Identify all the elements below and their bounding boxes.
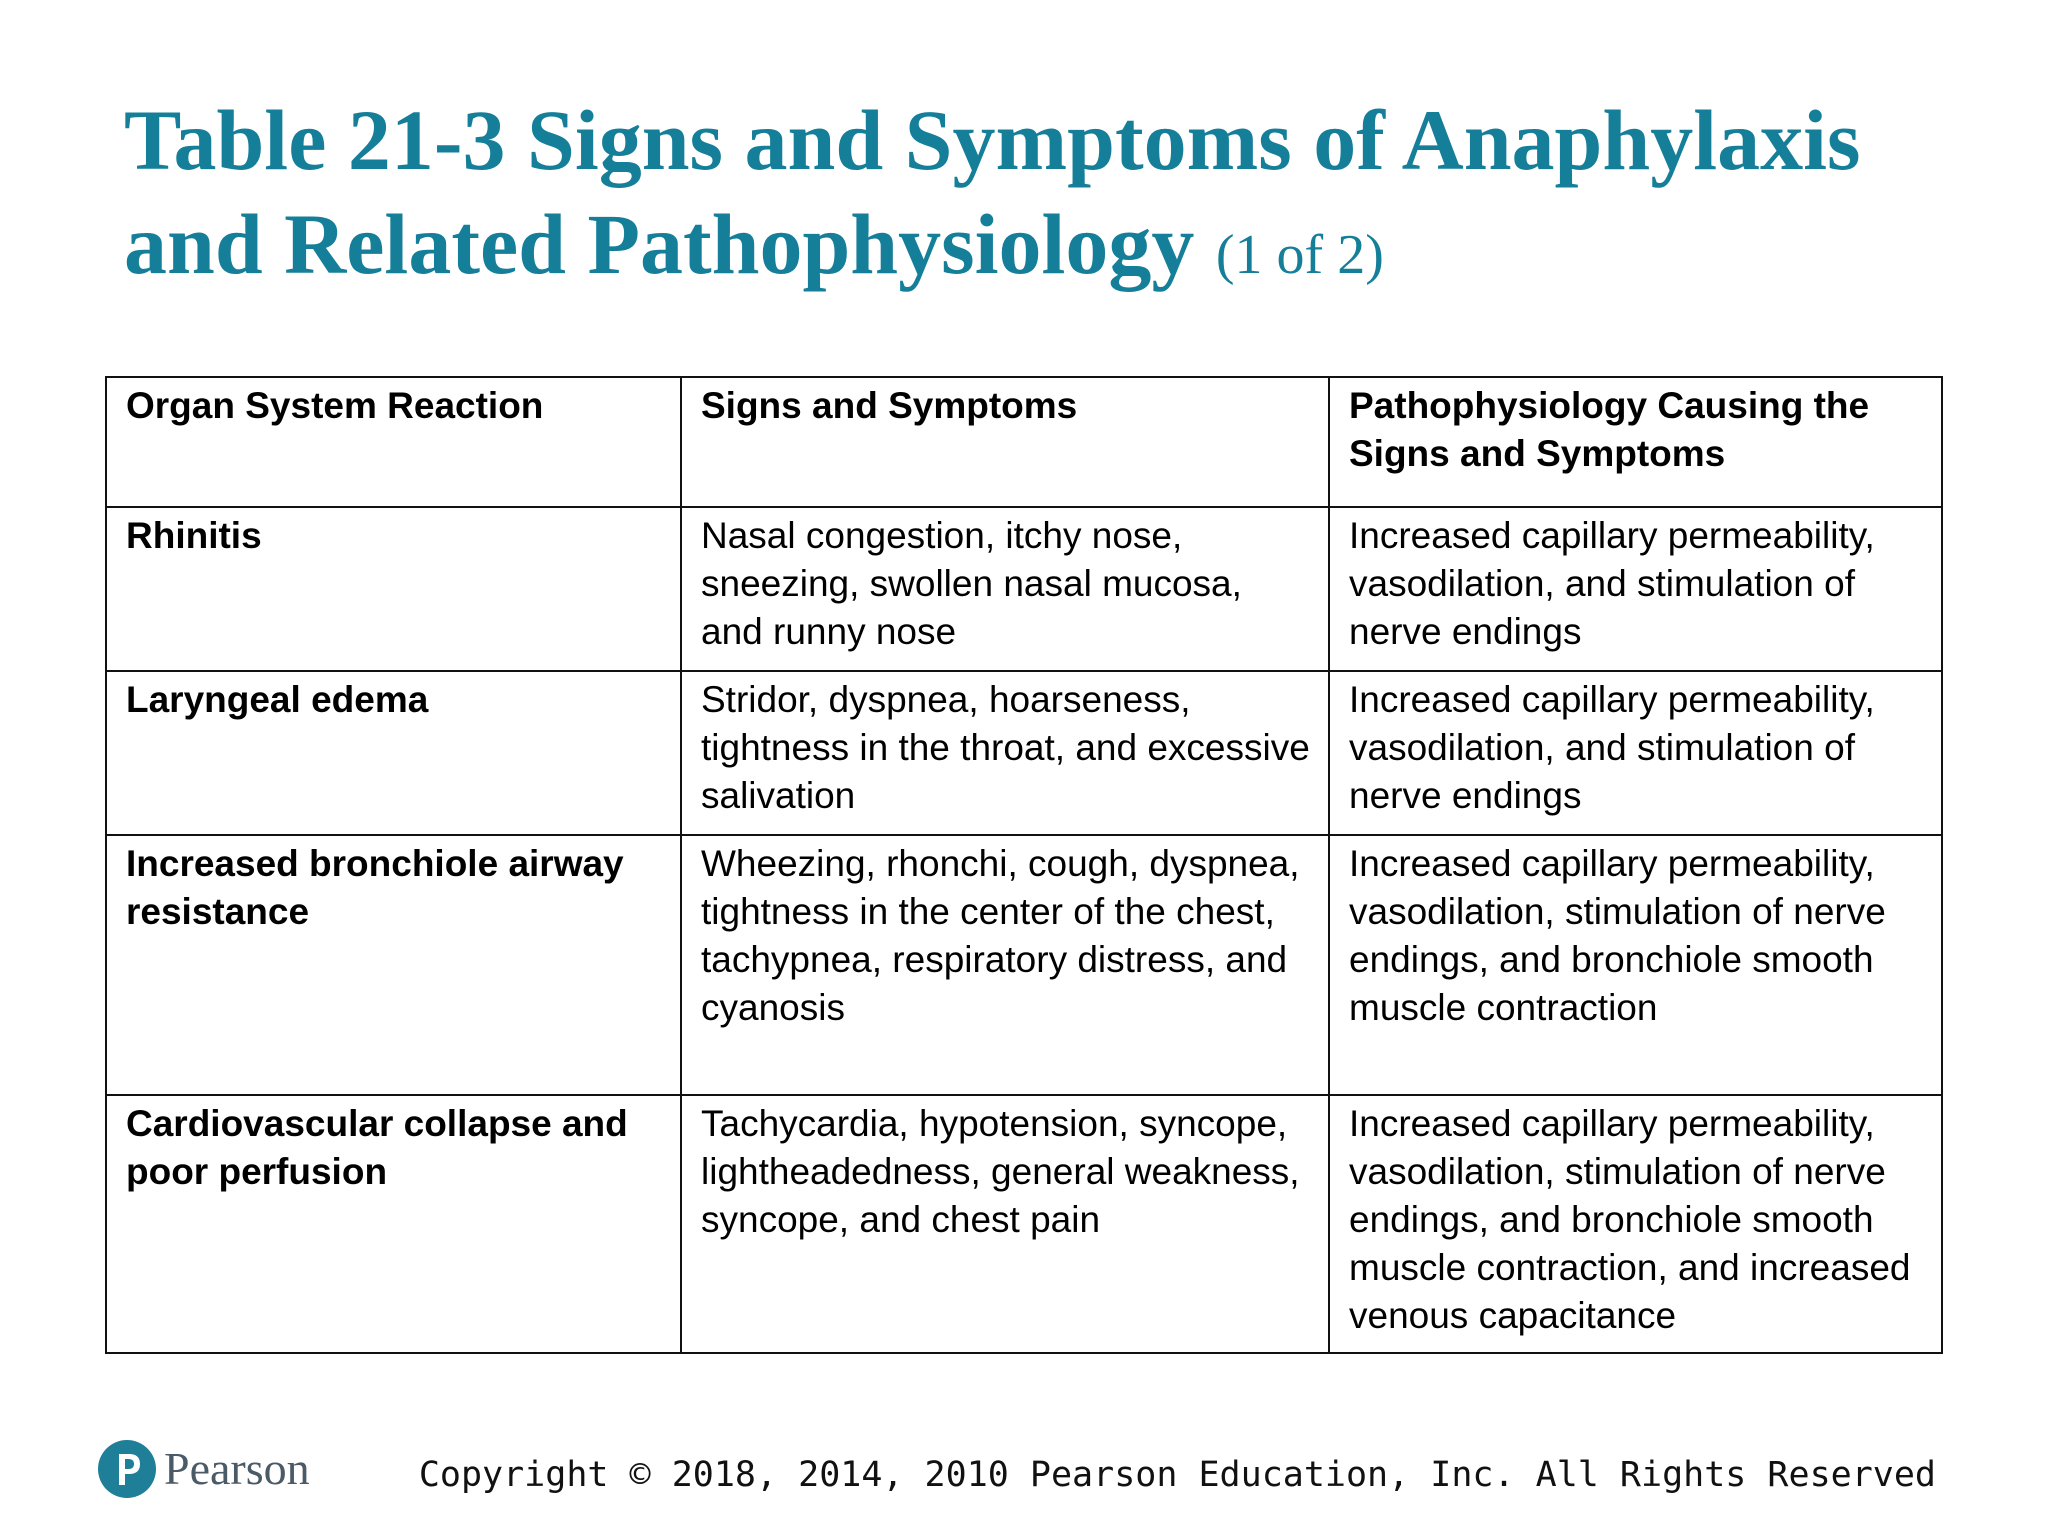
pathophysiology-cell: Increased capillary permeability, vasodilation, stimulation of nerve endings, and bronchiole smooth muscle contraction, and increased venous capacitance <box>1329 1095 1942 1353</box>
copyright-notice: Copyright © 2018, 2014, 2010 Pearson Education, Inc. All Rights Reserved <box>418 1455 1936 1495</box>
pearson-logo <box>98 1440 310 1498</box>
table-row <box>106 507 1942 671</box>
reaction-cell: Rhinitis <box>106 507 681 671</box>
pathophysiology-cell: Increased capillary permeability, vasodilation, and stimulation of nerve endings <box>1329 671 1942 835</box>
reaction-cell: Increased bronchiole airway resistance <box>106 835 681 1095</box>
table-row <box>106 835 1942 1095</box>
signs-cell: Tachycardia, hypotension, syncope, lightheadedness, general weakness, syncope, and chest pain <box>681 1095 1329 1353</box>
table-header-row <box>106 377 1942 507</box>
title-part-indicator: (1 of 2) <box>1215 224 1384 286</box>
page-title <box>124 88 1964 307</box>
reaction-cell: Laryngeal edema <box>106 671 681 835</box>
anaphylaxis-table <box>105 376 1943 1354</box>
header-signs-and-symptoms: Signs and Symptoms <box>681 377 1329 507</box>
signs-cell: Stridor, dyspnea, hoarseness, tightness in the throat, and excessive salivation <box>681 671 1329 835</box>
pathophysiology-cell: Increased capillary permeability, vasodilation, stimulation of nerve endings, and bronchiole smooth muscle contraction <box>1329 835 1942 1095</box>
title-line-2: and Related Pathophysiology <box>124 196 1195 292</box>
signs-cell: Wheezing, rhonchi, cough, dyspnea, tightness in the center of the chest, tachypnea, respiratory distress, and cyanosis <box>681 835 1329 1095</box>
header-pathophysiology: Pathophysiology Causing the Signs and Symptoms <box>1329 377 1942 507</box>
pathophysiology-cell: Increased capillary permeability, vasodilation, and stimulation of nerve endings <box>1329 507 1942 671</box>
logo-text: Pearson <box>164 1443 310 1494</box>
table-row <box>106 1095 1942 1353</box>
pearson-p-logo-icon <box>98 1440 156 1498</box>
signs-cell: Nasal congestion, itchy nose, sneezing, swollen nasal mucosa, and runny nose <box>681 507 1329 671</box>
table-row <box>106 671 1942 835</box>
header-organ-system-reaction: Organ System Reaction <box>106 377 681 507</box>
title-line-1: Table 21-3 Signs and Symptoms of Anaphylaxis <box>124 92 1861 188</box>
reaction-cell: Cardiovascular collapse and poor perfusion <box>106 1095 681 1353</box>
